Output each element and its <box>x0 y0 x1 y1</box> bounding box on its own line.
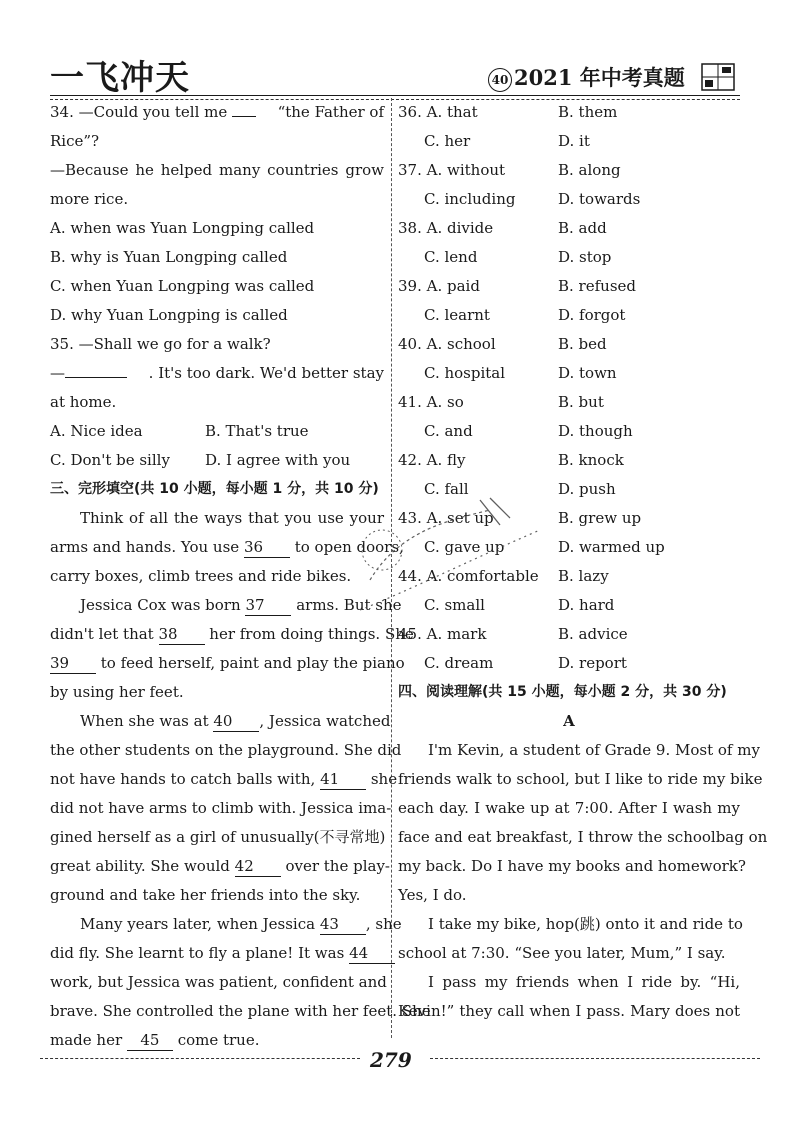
option-c: C. her <box>424 132 471 150</box>
blank-44: 44 <box>349 943 395 964</box>
option-a: 45. A. mark <box>398 625 487 643</box>
option-d: D. report <box>558 654 627 672</box>
reading-line: face and eat breakfast, I throw the schoolbag on <box>398 828 768 846</box>
option-row <box>398 388 740 417</box>
cloze-line: by using her feet. <box>50 683 184 701</box>
section-cloze-heading: 三、完形填空(共 10 小题，每小题 1 分，共 10 分) <box>50 481 379 497</box>
cloze-line: 39 to feed herself, paint and play the piano <box>50 654 405 672</box>
option-b: B. grew up <box>558 509 642 527</box>
option-row <box>398 446 740 475</box>
option-d: D. push <box>558 480 616 498</box>
reading-line: my back. Do I have my books and homework? <box>398 857 746 875</box>
option-b: B. knock <box>558 451 624 469</box>
option-row <box>398 243 740 272</box>
reading-line: each day. I wake up at 7:00. After I wash my <box>398 799 740 817</box>
reading-line: I pass my friends when I ride by. “Hi, <box>428 973 740 991</box>
option-a: 40. A. school <box>398 335 496 353</box>
answer-blank <box>65 377 127 378</box>
blank-39: 39 <box>50 653 96 674</box>
option-c: C. fall <box>424 480 469 498</box>
q34-option-d: D. why Yuan Longping is called <box>50 306 288 324</box>
reading-line: school at 7:30. “See you later, Mum,” I say. <box>398 944 726 962</box>
cloze-line: did fly. She learnt to fly a plane! It was 44 <box>50 939 384 968</box>
cloze-line: didn't let that 38 her from doing things. She <box>50 625 414 643</box>
blank-36: 36 <box>244 537 290 558</box>
blank-41: 41 <box>320 769 366 790</box>
reading-line: I'm Kevin, a student of Grade 9. Most of my <box>428 741 760 759</box>
option-c: C. lend <box>424 248 478 266</box>
cloze-line: not have hands to catch balls with, 41 she <box>50 770 398 788</box>
option-row <box>398 417 740 446</box>
header-rule <box>50 95 740 96</box>
option-a: 41. A. so <box>398 393 464 411</box>
book-title <box>488 62 685 92</box>
option-d: D. hard <box>558 596 615 614</box>
option-b: B. advice <box>558 625 628 643</box>
cloze-line: work, but Jessica was patient, confident and <box>50 973 387 991</box>
cloze-line: ground and take her friends into the sky. <box>50 886 361 904</box>
option-row <box>398 127 740 156</box>
cloze-line: made her 45 come true. <box>50 1031 260 1049</box>
cloze-line: did not have arms to climb with. Jessica ima- <box>50 799 392 817</box>
blank-42: 42 <box>235 856 281 877</box>
option-c: C. gave up <box>424 538 505 556</box>
option-a: 39. A. paid <box>398 277 480 295</box>
cloze-line: Many years later, when Jessica 43 , she <box>80 915 402 933</box>
option-b: B. add <box>558 219 607 237</box>
reading-line: Yes, I do. <box>398 886 467 904</box>
cloze-line: great ability. She would 42 over the play- <box>50 857 390 875</box>
option-d: D. it <box>558 132 590 150</box>
cloze-line: the other students on the playground. She did <box>50 741 402 759</box>
option-b: B. bed <box>558 335 607 353</box>
option-row <box>398 649 740 678</box>
option-row <box>398 301 740 330</box>
blank-43: 43 <box>320 914 366 935</box>
option-c: C. learnt <box>424 306 490 324</box>
blank-38: 38 <box>159 624 205 645</box>
reading-line: Kevin!” they call when I pass. Mary does not <box>398 1002 740 1020</box>
option-c: C. including <box>424 190 516 208</box>
option-a: 44. A. comfortable <box>398 567 539 585</box>
corner-stamp-icon <box>700 60 736 94</box>
page-number: 279 <box>370 1048 412 1072</box>
option-a: 37. A. without <box>398 161 506 179</box>
option-c: C. small <box>424 596 485 614</box>
option-c: C. hospital <box>424 364 506 382</box>
q34-stem: 34. —Could you tell me “the Father of <box>50 103 384 121</box>
cloze-line: Jessica Cox was born 37 arms. But she <box>80 596 402 614</box>
blank-37: 37 <box>245 595 291 616</box>
cloze-line: gined herself as a girl of unusually(不寻常地) <box>50 828 386 846</box>
option-row <box>398 272 740 301</box>
book-title-text: 2021 年中考真题 <box>514 65 685 90</box>
reading-line: friends walk to school, but I like to ride my bike <box>398 770 763 788</box>
reading-line: I take my bike, hop(跳) onto it and ride to <box>428 915 743 933</box>
option-row <box>398 156 740 185</box>
footer-rule-right <box>430 1058 760 1059</box>
cloze-line: carry boxes, climb trees and ride bikes. <box>50 567 352 585</box>
option-b: B. lazy <box>558 567 609 585</box>
q35-options-cd: C. Don't be silly D. I agree with you <box>50 451 351 469</box>
option-a: 43. A. set up <box>398 509 494 527</box>
brand-logo: 一飞冲天 <box>50 58 190 98</box>
option-d: D. stop <box>558 248 612 266</box>
option-c: C. and <box>424 422 473 440</box>
cloze-line: Think of all the ways that you use your <box>80 509 384 527</box>
option-b: B. along <box>558 161 621 179</box>
option-d: D. town <box>558 364 617 382</box>
answer-blank <box>232 116 256 117</box>
q34-option-b: B. why is Yuan Longping called <box>50 248 288 266</box>
q34-reply-cont: more rice. <box>50 190 129 208</box>
q34-option-c: C. when Yuan Longping was called <box>50 277 315 295</box>
option-a: 36. A. that <box>398 103 478 121</box>
footer-rule-left <box>40 1058 360 1059</box>
option-d: D. though <box>558 422 633 440</box>
page-header <box>0 0 800 100</box>
option-a: 42. A. fly <box>398 451 466 469</box>
option-b: B. refused <box>558 277 636 295</box>
option-b: B. them <box>558 103 618 121</box>
option-row <box>398 98 740 127</box>
q35-options-ab: A. Nice idea B. That's true <box>50 422 309 440</box>
option-row <box>398 359 740 388</box>
cloze-line: brave. She controlled the plane with her feet. She <box>50 1002 431 1020</box>
option-d: D. warmed up <box>558 538 665 556</box>
blank-45: 45 <box>127 1030 173 1051</box>
cloze-line: When she was at 40 , Jessica watched <box>80 712 391 730</box>
q35-stem: 35. —Shall we go for a walk? <box>50 335 271 353</box>
watermark-scribble-icon <box>330 490 560 640</box>
option-row <box>398 185 740 214</box>
cloze-line: arms and hands. You use 36 to open doors, <box>50 538 404 556</box>
option-b: B. but <box>558 393 604 411</box>
q34-reply: —Because he helped many countries grow <box>50 161 384 179</box>
q34-option-a: A. when was Yuan Longping called <box>50 219 315 237</box>
q35-reply-cont: at home. <box>50 393 117 411</box>
q35-reply: — . It's too dark. We'd better stay <box>50 364 384 382</box>
passage-label: A <box>563 712 575 730</box>
option-row <box>398 214 740 243</box>
q34-stem-cont: Rice”? <box>50 132 100 150</box>
option-d: D. forgot <box>558 306 626 324</box>
section-reading-heading: 四、阅读理解(共 15 小题，每小题 2 分，共 30 分) <box>398 684 727 700</box>
option-a: 38. A. divide <box>398 219 494 237</box>
edition-badge: 40 <box>488 68 512 92</box>
blank-40: 40 <box>213 711 259 732</box>
option-row <box>398 330 740 359</box>
option-c: C. dream <box>424 654 494 672</box>
option-d: D. towards <box>558 190 641 208</box>
